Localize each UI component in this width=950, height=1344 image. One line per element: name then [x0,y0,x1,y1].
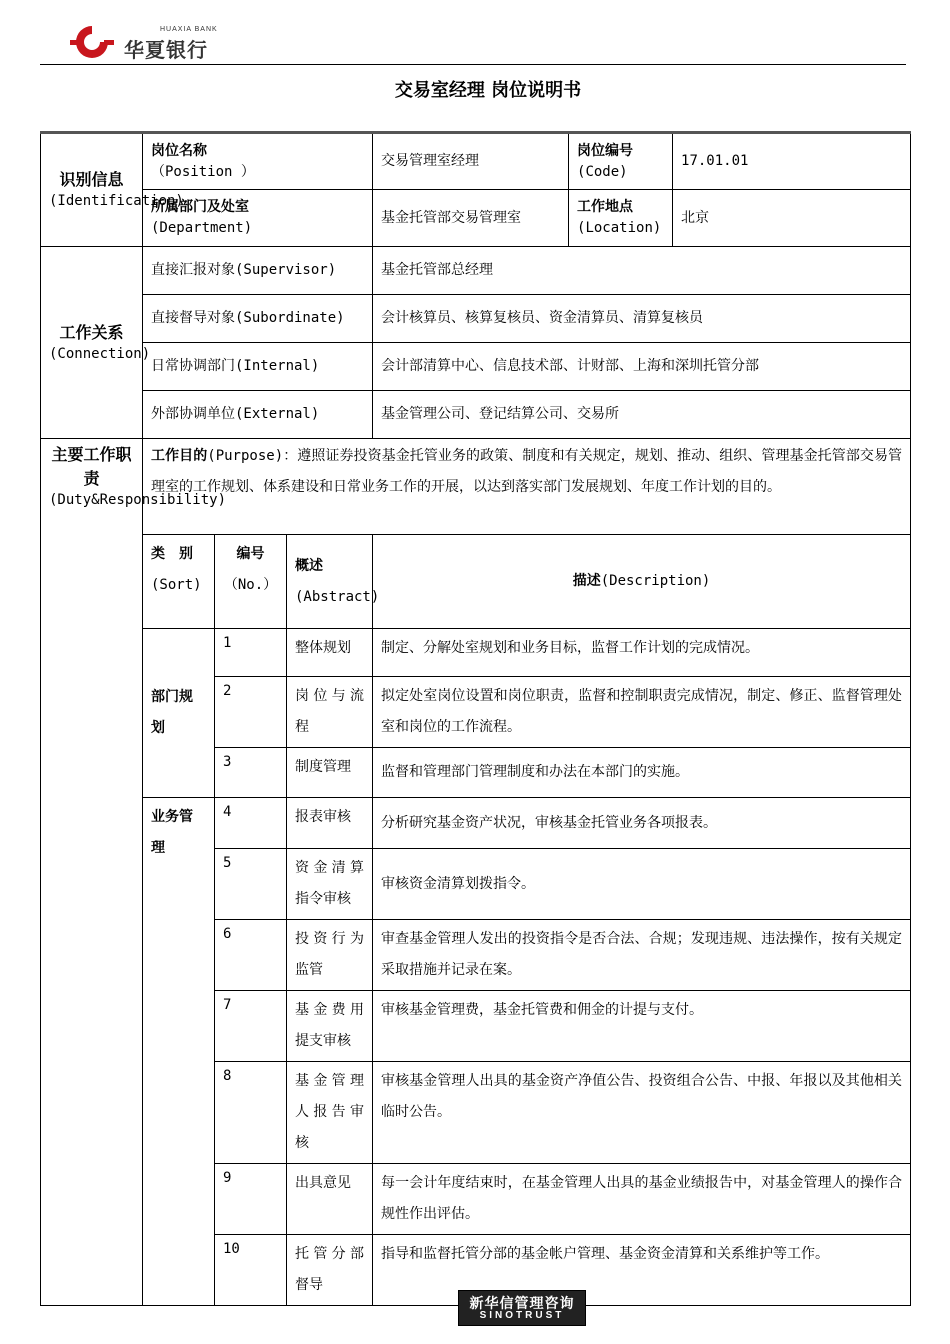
department-label [143,190,373,247]
duty-abstract: 托管分部督导 [287,1235,373,1306]
duty-description: 审查基金管理人发出的投资指令是否合法、合规；发现违规、违法操作，按有关规定采取措施并记录在案。 [373,920,911,991]
description-header-en: (Description) [600,573,711,589]
bank-name-cn: 华夏银行 [124,38,208,62]
duty-abstract: 资金清算指令审核 [287,849,373,920]
relation-value: 会计核算员、核算复核员、资金清算员、清算复核员 [373,295,911,343]
duty-number: 3 [215,748,287,798]
sort-header-cn: 类 别 [151,546,193,562]
relations-section-en: (Connection) [49,345,151,362]
location-value: 北京 [673,190,911,247]
sort-header [143,535,215,629]
department-label-en: (Department) [151,220,253,236]
duty-description: 分析研究基金资产状况，审核基金托管业务各项报表。 [373,798,911,849]
duty-abstract: 岗位与流程 [287,677,373,748]
duty-abstract: 基金费用提支审核 [287,991,373,1062]
abstract-header-cn: 概述 [295,557,323,574]
relations-section-cn: 工作关系 [59,322,124,342]
identity-section-en: (Identification) [49,193,184,210]
description-header [373,535,911,629]
duties-section-en: (Duty&Responsibility) [49,492,227,508]
abstract-header [287,535,380,629]
relation-label: 直接汇报对象(Supervisor) [143,247,373,295]
job-description-table [40,131,911,1306]
duty-description: 拟定处室岗位设置和岗位职责，监督和控制职责完成情况，制定、修正、监督管理处室和岗位的工作流程。 [373,677,911,748]
code-label [569,133,673,190]
page-header [0,0,950,70]
relation-value: 基金托管部总经理 [373,247,911,295]
abstract-header-en: (Abstract) [295,588,380,605]
header-divider [40,64,906,65]
sort-header-en: (Sort) [151,577,202,593]
duty-number: 2 [215,677,287,748]
location-label-en: (Location) [577,220,662,236]
position-label [143,133,373,190]
identity-section-cn: 识别信息 [59,170,124,190]
duties-section-cn: 主要工作职责 [51,445,132,488]
number-header-cn: 编号 [236,546,265,562]
department-label-cn: 所属部门及处室 [151,199,249,215]
sort-cell: 业务管理 [143,798,215,1306]
duty-description: 每一会计年度结束时，在基金管理人出具的基金业绩报告中，对基金管理人的操作合规性作出评估。 [373,1164,911,1235]
location-label [569,190,673,247]
duty-number: 8 [215,1062,287,1164]
duty-description: 指导和监督托管分部的基金帐户管理、基金资金清算和关系维护等工作。 [373,1235,911,1306]
duty-abstract: 投资行为监管 [287,920,373,991]
duty-description: 审核基金管理费，基金托管费和佣金的计提与支付。 [373,991,911,1062]
sort-cell: 部门规划 [143,629,215,798]
purpose-label: 工作目的 [151,448,208,464]
duty-number: 10 [215,1235,287,1306]
code-label-en: (Code) [577,163,628,180]
relation-label: 直接督导对象(Subordinate) [143,295,373,343]
purpose-text: (Purpose)：遵照证券投资基金托管业务的政策、制度和有关规定，规划、推动、组织、管理基金托管部交易管理室的工作规划、体系建设和日常业务工作的开展，以达到落实部门发展规划、年度工作计划的目的。 [151,448,903,495]
duty-abstract: 出具意见 [287,1164,373,1235]
duty-description: 监督和管理部门管理制度和办法在本部门的实施。 [373,748,911,798]
department-value: 基金托管部交易管理室 [373,190,569,247]
position-value: 交易管理室经理 [373,133,569,190]
duty-abstract: 基金管理人报告审核 [287,1062,373,1164]
duty-number: 6 [215,920,287,991]
footer-logo-en: SINOTRUST [479,1310,565,1321]
code-value: 17.01.01 [673,133,911,190]
duty-number: 1 [215,629,287,677]
bank-logo-icon [70,22,114,62]
location-label-cn: 工作地点 [577,199,634,215]
number-header-en: （No.） [223,577,278,593]
position-label-en: （Position ） [151,163,255,180]
duty-number: 9 [215,1164,287,1235]
relation-label: 外部协调单位(External) [143,391,373,439]
relation-label: 日常协调部门(Internal) [143,343,373,391]
duty-number: 7 [215,991,287,1062]
document-title: 交易室经理 岗位说明书 [394,80,582,101]
sinotrust-logo [458,1290,586,1326]
relation-value: 基金管理公司、登记结算公司、交易所 [373,391,911,439]
duty-number: 4 [215,798,287,849]
duty-number: 5 [215,849,287,920]
relation-value: 会计部清算中心、信息技术部、计财部、上海和深圳托管分部 [373,343,911,391]
duty-abstract: 制度管理 [287,748,373,798]
footer-logo-cn: 新华信管理咨询 [469,1296,575,1312]
relations-section-label [41,247,151,439]
number-header [215,535,287,629]
bank-name-en: HUAXIA BANK [160,26,218,33]
position-label-cn: 岗位名称 [151,142,207,159]
duty-description: 制定、分解处室规划和业务目标，监督工作计划的完成情况。 [373,629,911,677]
duty-description: 审核基金管理人出具的基金资产净值公告、投资组合公告、中报、年报以及其他相关临时公告。 [373,1062,911,1164]
description-header-cn: 描述 [572,573,601,589]
duty-abstract: 整体规划 [287,629,373,677]
duty-description: 审核资金清算划拨指令。 [373,849,911,920]
code-label-cn: 岗位编号 [577,142,634,159]
work-purpose [143,439,911,535]
duty-abstract: 报表审核 [287,798,373,849]
